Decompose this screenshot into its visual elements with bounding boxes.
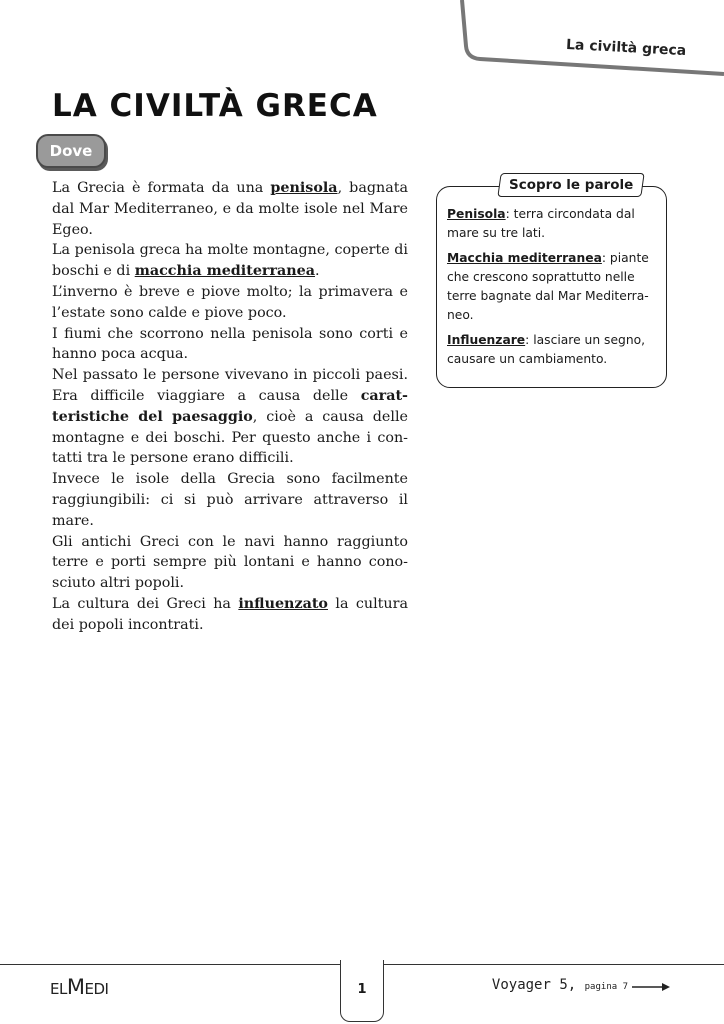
footer-book-reference: Voyager 5, pagina 7 [491, 977, 628, 993]
paragraph-6: Invece le isole della Grecia sono facilmente raggiungibili: ci si può arrivare attraverso il mare. [52, 471, 408, 529]
vocabulary-box-title: Scopro le parole [497, 173, 644, 197]
paragraph-8: La cultura dei Greci ha influenzato la cultura dei popoli incontrati. [52, 595, 408, 633]
paragraph-4: I fiumi che scorrono nella penisola sono corti e hanno poca acqua. [52, 325, 408, 363]
page-number: 1 [357, 982, 367, 997]
page-title: LA CIVILTÀ GRECA [52, 88, 378, 124]
vocab-item-penisola: Penisola: terra circondata dal mare su tre lati. [447, 207, 635, 240]
running-header-title: La civiltà greca [565, 36, 687, 60]
keyword-influenzato: influenzato [238, 595, 328, 612]
page-number-tab [340, 960, 384, 1022]
publisher-logo: ELMEDI [50, 975, 109, 999]
vocabulary-box [436, 177, 667, 388]
section-tag-dove: Dove [36, 134, 106, 168]
vocab-item-macchia-mediterranea: Macchia mediterranea: piante che crescono soprattutto nelle terre bagnate dal Mar Mediterra-neo. [447, 251, 649, 322]
paragraph-3: L’inverno è breve e piove molto; la primavera e l’estate sono calde e piove poco. [52, 283, 408, 321]
keyword-caratteristiche-paesaggio: carat-teristiche del paesaggio [52, 387, 408, 425]
vocab-item-influenzare: Influenzare: lasciare un segno, causare un cambiamento. [447, 333, 646, 366]
paragraph-2: La penisola greca ha molte montagne, coperte di boschi e di macchia mediterranea. [52, 242, 408, 280]
main-text [52, 178, 408, 636]
paragraph-5: Nel passato le persone vivevano in piccoli paesi. Era difficile viaggiare a causa delle carat-teristiche del paesaggio, cioè a causa delle montagne e dei boschi. Per questo anche i con-tatti tra le persone erano difficili. [52, 367, 408, 467]
keyword-macchia-mediterranea: macchia mediterranea [134, 263, 316, 280]
paragraph-1: La Grecia è formata da una penisola, bagnata dal Mar Mediterraneo, e da molte isole nel Mare Egeo. [52, 180, 408, 238]
keyword-penisola: penisola [270, 180, 338, 196]
arrow-right-icon [632, 982, 672, 992]
paragraph-7: Gli antichi Greci con le navi hanno raggiunto terre e porti sempre più lontani e hanno cono-sciuto altri popoli. [52, 533, 408, 592]
